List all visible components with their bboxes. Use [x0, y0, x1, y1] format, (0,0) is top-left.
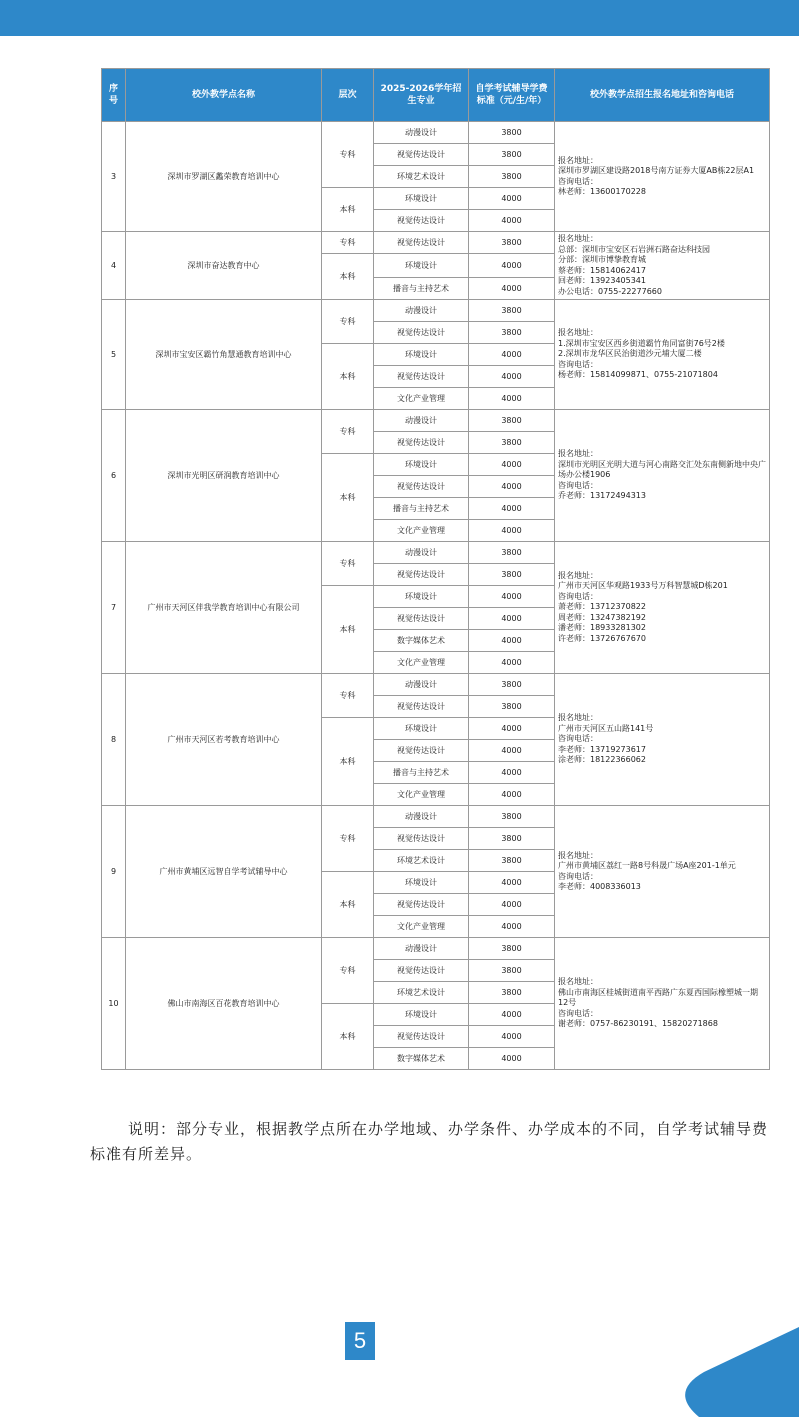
center-name: 深圳市光明区研润教育培训中心 — [126, 410, 322, 542]
center-name: 深圳市罗湖区蠡荣教育培训中心 — [126, 122, 322, 232]
major-cell: 视觉传达设计 — [374, 232, 469, 254]
major-cell: 动漫设计 — [374, 938, 469, 960]
fee-cell: 4000 — [469, 254, 555, 278]
level-cell: 专科 — [322, 542, 374, 586]
fee-cell: 4000 — [469, 1026, 555, 1048]
fee-cell: 4000 — [469, 762, 555, 784]
header-no: 序号 — [102, 69, 126, 122]
fee-cell: 4000 — [469, 454, 555, 476]
major-cell: 视觉传达设计 — [374, 740, 469, 762]
fee-cell: 3800 — [469, 144, 555, 166]
center-number: 6 — [102, 410, 126, 542]
major-cell: 动漫设计 — [374, 542, 469, 564]
fee-cell: 3800 — [469, 674, 555, 696]
major-cell: 视觉传达设计 — [374, 210, 469, 232]
center-number: 3 — [102, 122, 126, 232]
major-cell: 播音与主持艺术 — [374, 762, 469, 784]
center-name: 广州市天河区若考教育培训中心 — [126, 674, 322, 806]
major-cell: 视觉传达设计 — [374, 144, 469, 166]
fee-cell: 3800 — [469, 960, 555, 982]
fee-cell: 3800 — [469, 806, 555, 828]
center-name: 佛山市南海区百花教育培训中心 — [126, 938, 322, 1070]
major-cell: 视觉传达设计 — [374, 322, 469, 344]
major-cell: 环境设计 — [374, 254, 469, 278]
fee-cell: 4000 — [469, 630, 555, 652]
major-cell: 播音与主持艺术 — [374, 278, 469, 300]
center-number: 8 — [102, 674, 126, 806]
fee-cell: 3800 — [469, 122, 555, 144]
level-cell: 本科 — [322, 718, 374, 806]
major-cell: 环境设计 — [374, 454, 469, 476]
major-cell: 环境设计 — [374, 586, 469, 608]
fee-cell: 4000 — [469, 344, 555, 366]
fee-cell: 3800 — [469, 696, 555, 718]
level-cell: 专科 — [322, 122, 374, 188]
center-number: 10 — [102, 938, 126, 1070]
major-cell: 环境艺术设计 — [374, 982, 469, 1004]
teaching-center-table — [101, 68, 770, 1070]
level-cell: 专科 — [322, 300, 374, 344]
table-row — [102, 542, 770, 564]
fee-cell: 3800 — [469, 410, 555, 432]
table-row — [102, 938, 770, 960]
contact-cell: 报名地址： 总部：深圳市宝安区石岩洲石路奋达科技园 分部：深圳市博挚教育城 蔡老师：15814062417 回老师：13923405341 办公电话：0755-22277660 — [555, 232, 770, 300]
fee-cell: 4000 — [469, 366, 555, 388]
table-row — [102, 806, 770, 828]
center-name: 深圳市宝安区霸竹角慧通教育培训中心 — [126, 300, 322, 410]
fee-cell: 4000 — [469, 1004, 555, 1026]
fee-cell: 3800 — [469, 300, 555, 322]
level-cell: 本科 — [322, 188, 374, 232]
fee-cell: 4000 — [469, 1048, 555, 1070]
fee-cell: 3800 — [469, 982, 555, 1004]
header-major: 2025-2026学年招生专业 — [374, 69, 469, 122]
major-cell: 动漫设计 — [374, 674, 469, 696]
major-cell: 文化产业管理 — [374, 520, 469, 542]
header-level: 层次 — [322, 69, 374, 122]
center-number: 9 — [102, 806, 126, 938]
major-cell: 视觉传达设计 — [374, 432, 469, 454]
fee-cell: 3800 — [469, 166, 555, 188]
explanation-note: 说明：部分专业，根据教学点所在办学地域、办学条件、办学成本的不同，自学考试辅导费标准有所差异。 — [90, 1120, 769, 1163]
major-cell: 文化产业管理 — [374, 652, 469, 674]
fee-cell: 4000 — [469, 894, 555, 916]
major-cell: 文化产业管理 — [374, 784, 469, 806]
major-cell: 视觉传达设计 — [374, 608, 469, 630]
fee-cell: 3800 — [469, 322, 555, 344]
table-row — [102, 232, 770, 254]
fee-cell: 4000 — [469, 608, 555, 630]
fee-cell: 4000 — [469, 740, 555, 762]
major-cell: 数字媒体艺术 — [374, 630, 469, 652]
contact-cell: 报名地址： 深圳市光明区光明大道与河心南路交汇处东南侧新地中央广场办公楼1906 咨询电话： 乔老师：13172494313 — [555, 410, 770, 542]
table-row — [102, 674, 770, 696]
fee-cell: 4000 — [469, 278, 555, 300]
page-number: 5 — [345, 1322, 375, 1360]
fee-cell: 4000 — [469, 784, 555, 806]
level-cell: 本科 — [322, 586, 374, 674]
top-banner — [0, 0, 799, 36]
table-header-row — [102, 69, 770, 122]
fee-cell: 4000 — [469, 586, 555, 608]
center-name: 广州市天河区伴我学教育培训中心有限公司 — [126, 542, 322, 674]
table-row — [102, 122, 770, 144]
contact-cell: 报名地址： 广州市天河区五山路141号 咨询电话： 李老师：13719273617 涂老师：18122366062 — [555, 674, 770, 806]
major-cell: 环境设计 — [374, 188, 469, 210]
fee-cell: 4000 — [469, 718, 555, 740]
fee-cell: 4000 — [469, 520, 555, 542]
table-row — [102, 410, 770, 432]
contact-cell: 报名地址： 1.深圳市宝安区西乡街道霸竹角同富街76号2楼 2.深圳市龙华区民治街道沙元埔大厦二楼 咨询电话： 杨老师：15814099871、0755-21071804 — [555, 300, 770, 410]
contact-cell: 报名地址： 佛山市南海区桂城街道南平西路广东夏西国际橡塑城一期12号 咨询电话： 谢老师：0757-86230191、15820271868 — [555, 938, 770, 1070]
header-fee: 自学考试辅导学费标准（元/生/年） — [469, 69, 555, 122]
fee-cell: 4000 — [469, 652, 555, 674]
fee-cell: 3800 — [469, 828, 555, 850]
level-cell: 专科 — [322, 232, 374, 254]
major-cell: 视觉传达设计 — [374, 1026, 469, 1048]
fee-cell: 4000 — [469, 476, 555, 498]
fee-cell: 4000 — [469, 188, 555, 210]
contact-cell: 报名地址： 广州市黄埔区荔红一路8号科晟广场A座201-1单元 咨询电话： 李老师：4008336013 — [555, 806, 770, 938]
major-cell: 环境设计 — [374, 718, 469, 740]
major-cell: 视觉传达设计 — [374, 366, 469, 388]
major-cell: 动漫设计 — [374, 300, 469, 322]
major-cell: 环境艺术设计 — [374, 850, 469, 872]
major-cell: 文化产业管理 — [374, 388, 469, 410]
center-name: 深圳市奋达教育中心 — [126, 232, 322, 300]
fee-cell: 4000 — [469, 498, 555, 520]
header-name: 校外教学点名称 — [126, 69, 322, 122]
center-number: 5 — [102, 300, 126, 410]
contact-cell: 报名地址： 广州市天河区华观路1933号万科智慧城D栋201 咨询电话： 萧老师：13712370822 周老师：13247382192 潘老师：18933281302 许老师：13726767670 — [555, 542, 770, 674]
fee-cell: 3800 — [469, 432, 555, 454]
major-cell: 视觉传达设计 — [374, 564, 469, 586]
major-cell: 视觉传达设计 — [374, 828, 469, 850]
level-cell: 本科 — [322, 254, 374, 300]
major-cell: 环境设计 — [374, 1004, 469, 1026]
center-number: 4 — [102, 232, 126, 300]
center-name: 广州市黄埔区远智自学考试辅导中心 — [126, 806, 322, 938]
major-cell: 文化产业管理 — [374, 916, 469, 938]
major-cell: 环境设计 — [374, 872, 469, 894]
fee-cell: 3800 — [469, 232, 555, 254]
header-contact: 校外教学点招生报名地址和咨询电话 — [555, 69, 770, 122]
level-cell: 专科 — [322, 938, 374, 1004]
table-row — [102, 300, 770, 322]
level-cell: 本科 — [322, 454, 374, 542]
major-cell: 视觉传达设计 — [374, 476, 469, 498]
level-cell: 专科 — [322, 674, 374, 718]
level-cell: 本科 — [322, 1004, 374, 1070]
level-cell: 专科 — [322, 806, 374, 872]
major-cell: 数字媒体艺术 — [374, 1048, 469, 1070]
fee-cell: 3800 — [469, 938, 555, 960]
major-cell: 动漫设计 — [374, 410, 469, 432]
major-cell: 视觉传达设计 — [374, 696, 469, 718]
major-cell: 动漫设计 — [374, 122, 469, 144]
level-cell: 专科 — [322, 410, 374, 454]
fee-cell: 3800 — [469, 850, 555, 872]
major-cell: 视觉传达设计 — [374, 960, 469, 982]
corner-decoration — [679, 1297, 799, 1417]
fee-cell: 4000 — [469, 872, 555, 894]
fee-cell: 4000 — [469, 210, 555, 232]
fee-cell: 4000 — [469, 388, 555, 410]
corner-shape-icon — [679, 1297, 799, 1417]
contact-cell: 报名地址： 深圳市罗湖区建设路2018号南方证券大厦AB栋22层A1 咨询电话： 林老师：13600170228 — [555, 122, 770, 232]
major-cell: 动漫设计 — [374, 806, 469, 828]
fee-cell: 3800 — [469, 542, 555, 564]
center-number: 7 — [102, 542, 126, 674]
level-cell: 本科 — [322, 344, 374, 410]
major-cell: 视觉传达设计 — [374, 894, 469, 916]
major-cell: 播音与主持艺术 — [374, 498, 469, 520]
major-cell: 环境艺术设计 — [374, 166, 469, 188]
level-cell: 本科 — [322, 872, 374, 938]
fee-cell: 3800 — [469, 564, 555, 586]
major-cell: 环境设计 — [374, 344, 469, 366]
fee-cell: 4000 — [469, 916, 555, 938]
